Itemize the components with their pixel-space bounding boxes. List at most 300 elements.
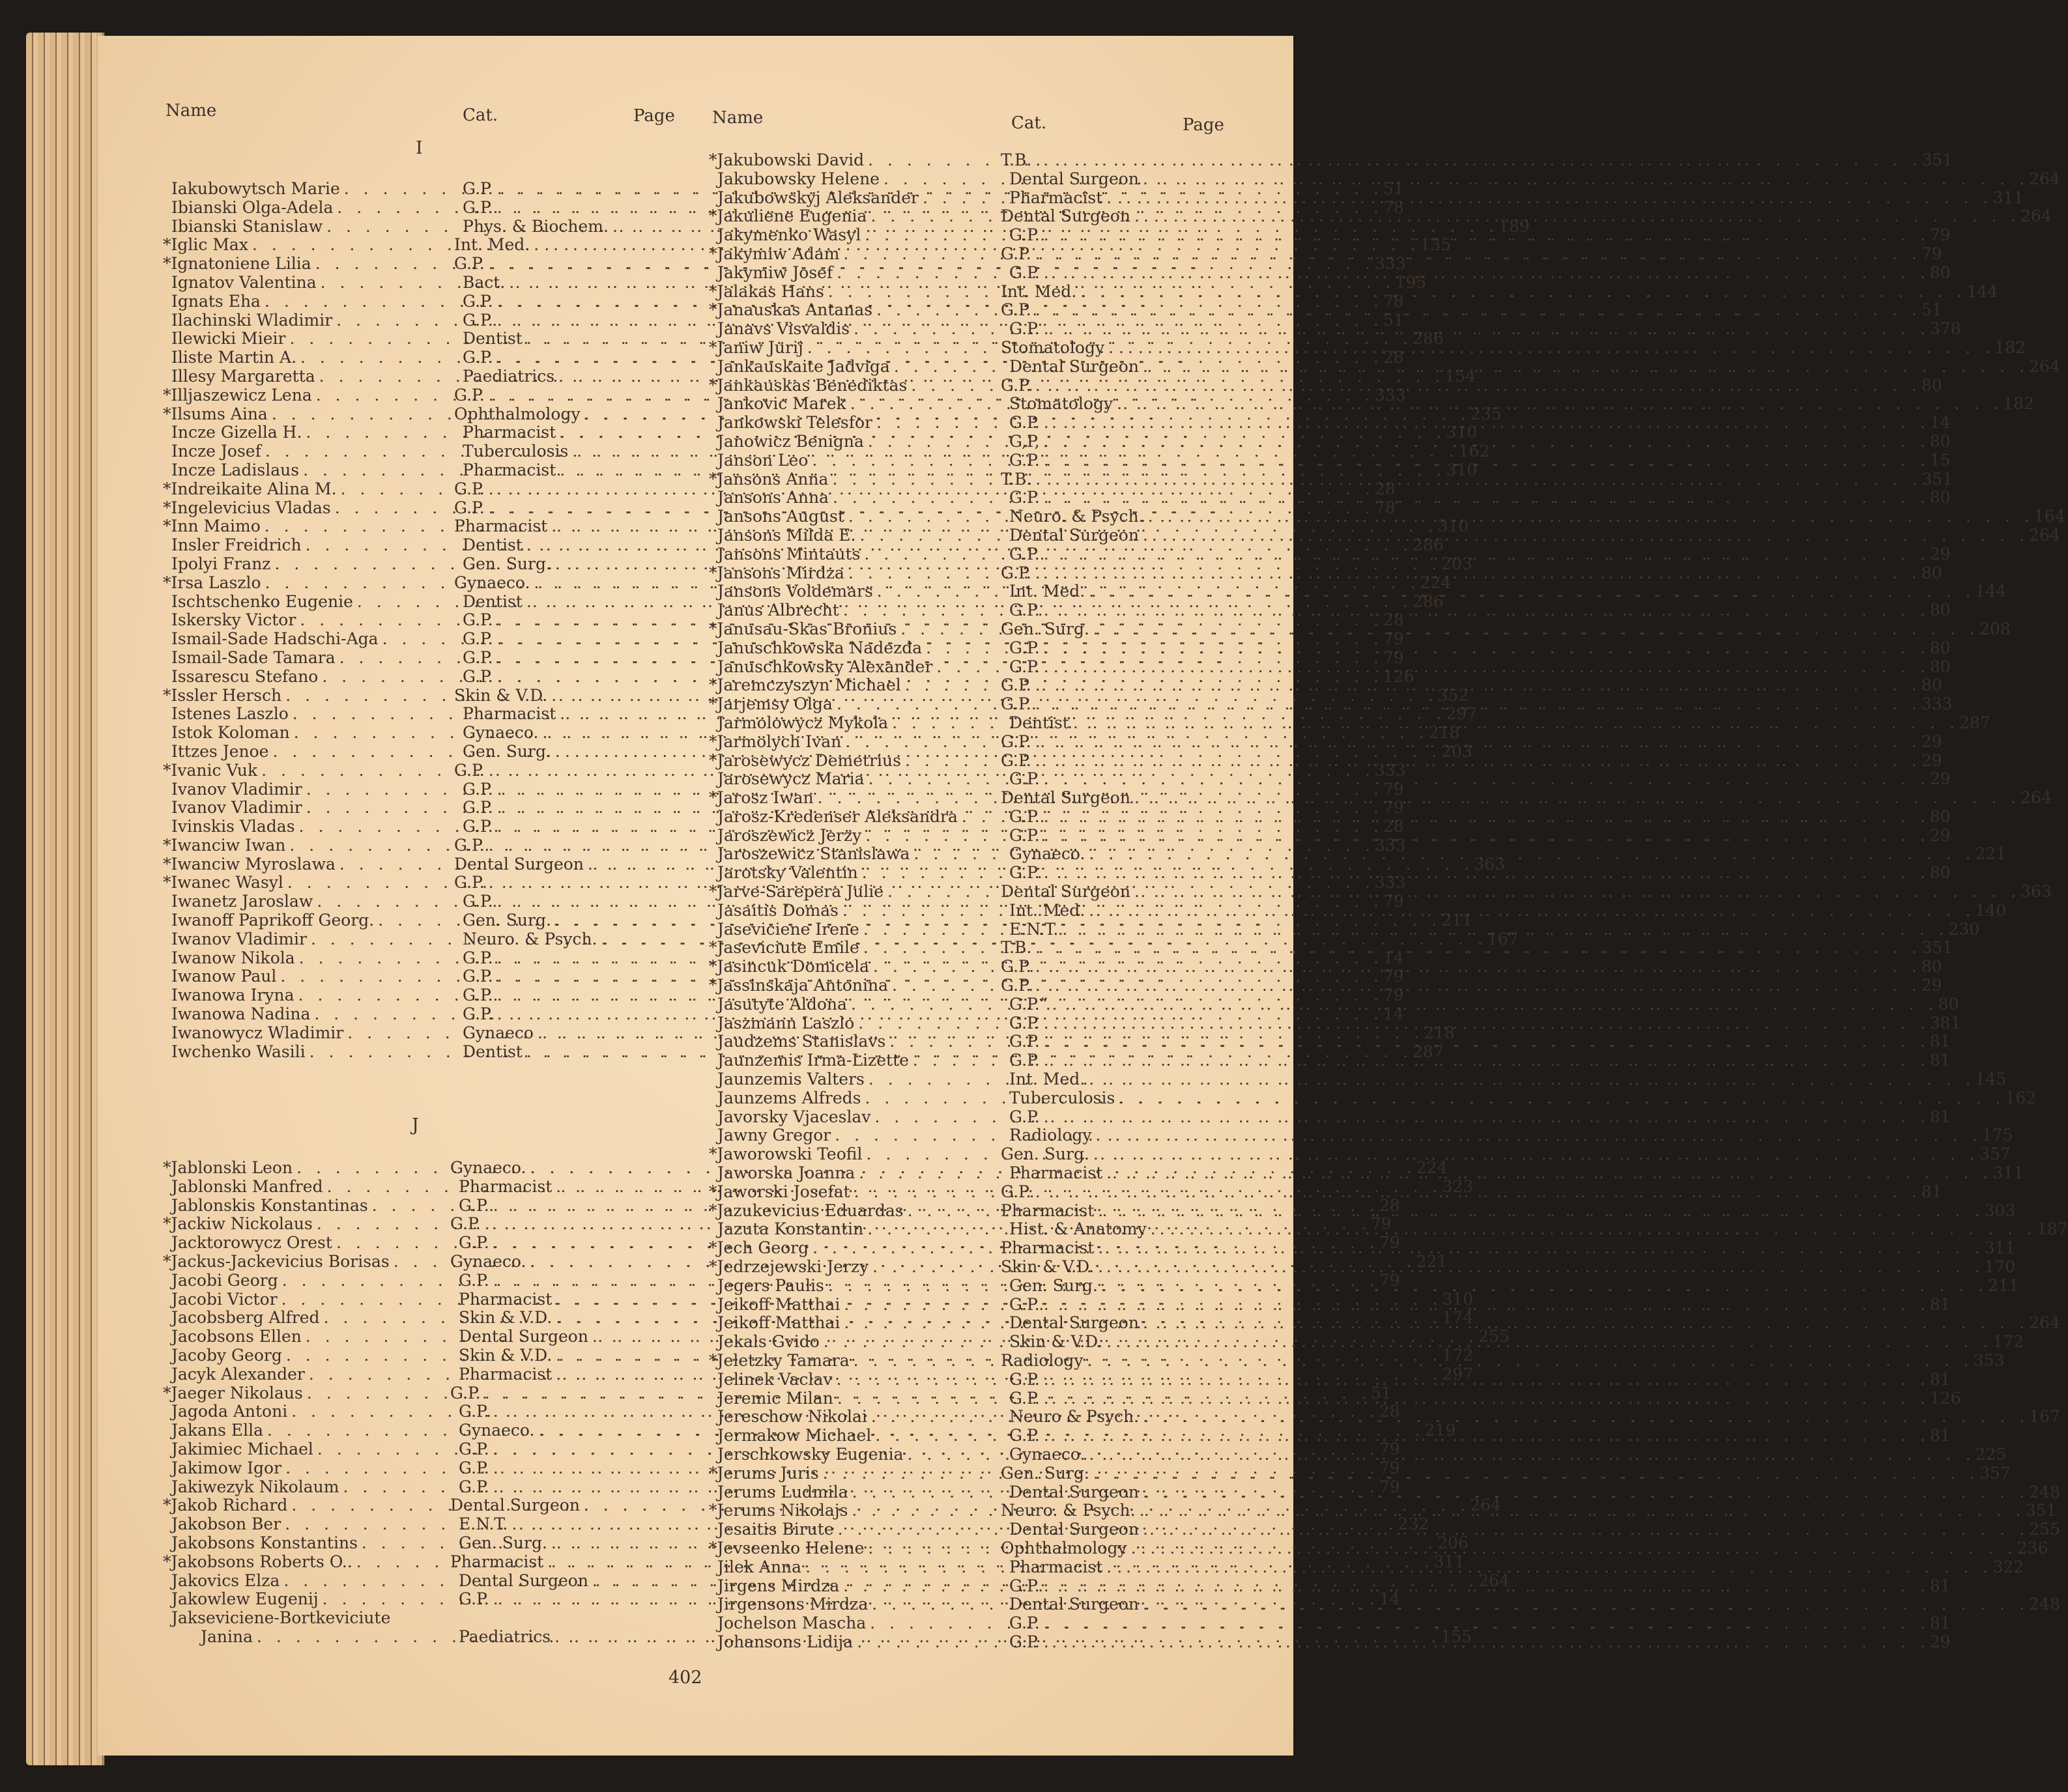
entry-name-cell — [717, 1277, 1009, 1296]
entry-page: 80 — [1921, 957, 1942, 976]
entry-name-cell — [717, 1314, 1009, 1333]
directory-entry — [717, 1088, 2037, 1108]
entry-category: Dental Surgeon — [1009, 356, 1139, 376]
entry-name-cell — [717, 526, 1009, 545]
entry-page: 248 — [2029, 1482, 2060, 1501]
entry-category: G.P. — [1001, 300, 1031, 320]
entry-page: 195 — [1395, 272, 1427, 292]
entry-name: Jaszmann Laszlo — [717, 1013, 855, 1032]
entry-name: Jereschow Nikolai — [717, 1407, 867, 1427]
entry-name-cell — [163, 1158, 459, 1178]
entry-name: Jakobson Ber — [171, 1515, 281, 1534]
entry-name: Istenes Laszlo — [171, 704, 289, 724]
entry-name-cell — [709, 976, 1009, 995]
dot-leader — [1040, 808, 1930, 827]
entry-page: 135 — [1420, 235, 1452, 255]
entry-name-cell — [717, 714, 1009, 733]
entry-name-cell — [171, 274, 463, 292]
entry-name-cell — [709, 300, 1009, 320]
entry-name: Iwanow Paul — [171, 967, 277, 986]
dot-leader — [1040, 1427, 1930, 1445]
entry-page: 352 — [1437, 685, 1469, 705]
entry-page: 80 — [1921, 375, 1942, 395]
directory-entry — [717, 1614, 1951, 1633]
entry-name: Iwanoff Paprikoff Georg. — [171, 911, 375, 930]
entry-name: *Jakymiw Adam — [709, 244, 840, 263]
entry-page: 80 — [1929, 657, 1951, 676]
entry-category: Gen. Surg. — [459, 1533, 547, 1552]
entry-page: 51 — [1370, 1383, 1392, 1402]
entry-page: 79 — [1921, 244, 1942, 263]
entry-name: Iliste Martin A. — [171, 348, 297, 367]
entry-category: G.P. — [1009, 544, 1040, 563]
entry-name: Janavs Visvaldis — [717, 319, 850, 339]
entry-category: G.P. — [463, 986, 493, 1005]
entry-name-cell — [709, 244, 1009, 264]
entry-name: Ivanov Vladimir — [171, 798, 302, 818]
entry-category: Pharmacist — [459, 1289, 553, 1309]
entry-page: 230 — [1948, 919, 1980, 939]
entry-page: 211 — [1441, 911, 1472, 930]
entry-name: Jawny Gregor — [717, 1126, 831, 1145]
entry-name-cell — [171, 1043, 463, 1062]
dot-leader — [1031, 1183, 1921, 1202]
entry-name-cell — [171, 1365, 459, 1384]
entry-name-cell — [171, 630, 463, 649]
entry-name: Ignatov Valentina — [171, 272, 317, 292]
entry-page: 175 — [1981, 1126, 2013, 1145]
entry-name: Incze Gizella H. — [171, 423, 302, 442]
entry-page: 357 — [1979, 1145, 2011, 1164]
entry-name-cell — [717, 1445, 1009, 1464]
entry-page: 126 — [1383, 666, 1415, 686]
entry-category: T.B. — [1001, 938, 1032, 958]
entry-name-cell — [171, 1328, 459, 1346]
entry-category: Pharmacist — [463, 423, 556, 442]
entry-page: 351 — [1921, 938, 1953, 958]
entry-category: G.P. — [1001, 957, 1031, 976]
entry-name: Ismail-Sade Hadschi-Aga — [171, 629, 379, 649]
entry-page: 311 — [1992, 1163, 2024, 1183]
entry-name-cell — [717, 264, 1009, 283]
dot-leader — [1092, 1126, 1982, 1145]
entry-name: *Jakuliene Eugenia — [709, 206, 867, 226]
entry-page: 28 — [1383, 348, 1404, 367]
dot-leader — [1144, 507, 2034, 526]
entry-page: 80 — [1929, 431, 1951, 451]
entry-page: 78 — [1374, 498, 1396, 517]
entry-name: *Jaworowski Teofil — [709, 1145, 863, 1164]
dot-leader — [1058, 920, 1948, 939]
entry-name: Illesy Margaretta — [171, 366, 315, 386]
dot-leader — [1031, 564, 1921, 583]
entry-name: Ignats Eha — [171, 291, 261, 311]
entry-name-cell — [171, 442, 463, 461]
entry-name-cell — [171, 705, 463, 724]
entry-name: Jakiwezyk Nikolaum — [171, 1477, 339, 1496]
entry-name: Insler Freidrich — [171, 535, 302, 555]
entry-category: Dental Surgeon — [454, 854, 584, 874]
section-letter-i: I — [416, 138, 423, 158]
dot-leader — [1136, 1501, 2026, 1520]
entry-name: *Jeletzky Tamara — [709, 1351, 850, 1370]
entry-page: 80 — [1929, 263, 1951, 282]
entry-category: Gen. Surg. — [1001, 1463, 1089, 1483]
dot-leader — [1031, 377, 1921, 395]
dot-leader — [1040, 1614, 1930, 1633]
entry-name-cell — [163, 254, 463, 274]
entry-category: Int. Med. — [1009, 900, 1085, 920]
entry-page: 311 — [1433, 1552, 1465, 1571]
entry-name-cell — [163, 235, 463, 255]
entry-category: G.P. — [463, 197, 493, 217]
entry-category: Pharmacist — [450, 1552, 544, 1571]
dot-leader — [1102, 1164, 1992, 1183]
dot-leader — [1085, 902, 1975, 920]
entry-name-cell — [717, 1126, 1009, 1145]
entry-name: Iwanowa Iryna — [171, 986, 294, 1005]
entry-name-cell — [717, 1070, 1009, 1089]
directory-entry — [717, 1126, 2013, 1145]
entry-page: 351 — [2025, 1501, 2057, 1520]
entry-category: G.P. — [463, 817, 493, 836]
entry-category: G.P. — [1009, 657, 1040, 676]
dot-leader — [1113, 395, 2003, 414]
entry-page: 363 — [2020, 882, 2052, 902]
entry-name: Jakubowskyj Aleksander — [717, 188, 919, 207]
entry-name: Iwanow Nikola — [171, 948, 295, 967]
entry-category: Pharmacist — [454, 517, 548, 536]
entry-page: 353 — [1973, 1351, 2005, 1370]
entry-page: 162 — [1458, 442, 1490, 461]
entry-page: 172 — [1442, 1345, 1474, 1365]
entry-name: Jakymiw Josef — [717, 263, 833, 282]
entry-page: 14 — [1383, 948, 1404, 967]
entry-category: Dental Surgeon — [1009, 1520, 1139, 1539]
entry-category: T.B. — [1001, 150, 1032, 169]
entry-category: Int. Med. — [1009, 1070, 1085, 1089]
entry-page: 140 — [1975, 900, 2007, 920]
entry-name-cell — [717, 864, 1009, 883]
entry-name: *Jarosz Iwan — [709, 788, 814, 808]
entry-category: Gynaeco. — [450, 1158, 526, 1177]
entry-name: *Jerums Nikolajs — [709, 1501, 848, 1520]
entry-page: 221 — [1416, 1251, 1448, 1271]
entry-page: 29 — [1929, 544, 1951, 563]
entry-name: *Janiw Jurij — [709, 337, 803, 357]
entry-category: Dental Surgeon — [1009, 169, 1139, 188]
dot-leader — [1085, 1445, 1975, 1464]
entry-page: 28 — [1374, 479, 1396, 498]
entry-name-cell — [171, 724, 463, 743]
entry-name: Iskersky Victor — [171, 610, 296, 630]
entry-page: 79 — [1383, 892, 1404, 911]
entry-name: *Jansons Mirdza — [709, 563, 844, 582]
entry-page: 286 — [1413, 591, 1444, 611]
entry-category: G.P. — [1009, 1032, 1040, 1051]
entry-page: 219 — [1424, 1421, 1456, 1440]
entry-name-cell — [171, 1005, 463, 1024]
entry-category-cell — [1009, 1070, 2007, 1089]
entry-page: 79 — [1929, 225, 1951, 245]
entry-category: Pharmacist — [1009, 188, 1103, 207]
entry-category: Bact. — [463, 272, 506, 292]
entry-page: 81 — [1929, 1294, 1951, 1314]
entry-name: Jeikoff Matthai — [717, 1294, 840, 1314]
entry-category: G.P. — [1009, 263, 1040, 282]
dot-leader — [1139, 1595, 2029, 1614]
entry-page: 79 — [1383, 798, 1404, 818]
entry-page: 264 — [2029, 169, 2060, 188]
entry-name-cell — [163, 573, 463, 593]
entry-page: 29 — [1921, 750, 1942, 770]
entry-page: 167 — [1487, 929, 1519, 948]
entry-page: 236 — [2017, 1538, 2048, 1557]
entry-name: *Ivanic Vuk — [163, 760, 258, 780]
entry-name-cell — [171, 799, 463, 818]
entry-name-cell — [163, 1383, 459, 1403]
entry-name-cell — [171, 1421, 459, 1440]
dot-leader — [1139, 1314, 2029, 1333]
entry-category: Neuro. & Psych. — [1001, 1501, 1136, 1520]
entry-category: G.P. — [459, 1439, 489, 1458]
entry-category: Skin & V.D. — [1001, 1257, 1095, 1277]
entry-page: 264 — [2029, 525, 2060, 545]
entry-name-cell — [717, 1408, 1009, 1427]
dot-leader — [1139, 1483, 2029, 1502]
entry-page: 208 — [1979, 619, 2011, 638]
entry-page: 297 — [1446, 704, 1478, 724]
entry-name: Jarmolowycz Mykola — [717, 713, 889, 732]
dot-leader — [1031, 470, 1921, 489]
entry-page: 81 — [1929, 1576, 1951, 1595]
entry-name-cell — [717, 1520, 1009, 1539]
entry-name: Jakymenko Wasyl — [717, 225, 861, 245]
entry-name-cell — [163, 685, 463, 705]
entry-name-cell — [171, 668, 463, 687]
entry-category: G.P. — [463, 779, 493, 799]
entry-page: 182 — [1994, 337, 2026, 357]
dot-leader — [1031, 939, 1921, 958]
entry-category: Gynaeco. — [463, 723, 539, 743]
dot-leader — [1130, 789, 2020, 808]
entry-name-cell — [717, 395, 1009, 414]
entry-page: 79 — [1379, 1458, 1400, 1477]
entry-name-cell — [171, 311, 463, 330]
right-header-page: Page — [1183, 115, 1224, 135]
entry-name: Jakimiec Michael — [171, 1439, 313, 1458]
entry-name: Ivinskis Vladas — [171, 817, 295, 836]
entry-category: Paediatrics — [463, 366, 555, 386]
dot-leader — [1031, 151, 1921, 170]
dot-leader — [1048, 995, 1938, 1014]
entry-page: 206 — [1437, 1533, 1469, 1552]
entry-page: 144 — [1966, 281, 1998, 301]
entry-category: G.P. — [1001, 676, 1031, 695]
entry-page: 164 — [2033, 507, 2065, 526]
entry-name-cell — [171, 911, 463, 930]
entry-name-cell — [717, 320, 1009, 339]
entry-name-cell — [163, 1251, 459, 1272]
entry-name: Januschkowska Nadezda — [717, 638, 923, 657]
entry-name-cell — [717, 1577, 1009, 1596]
dot-leader — [1147, 1220, 2037, 1239]
entry-category: G.P. — [463, 647, 493, 667]
entry-category-cell — [1001, 1145, 2011, 1164]
entry-page: 187 — [2036, 1219, 2068, 1239]
dot-leader — [1040, 1108, 1930, 1127]
entry-category: G.P. — [1009, 1107, 1040, 1126]
dot-leader — [1139, 170, 2029, 189]
entry-category: G.P. — [1009, 1426, 1040, 1445]
entry-name: *Jedrzejewski Jerzy — [709, 1257, 869, 1277]
entry-category: G.P. — [463, 179, 493, 198]
entry-name: *Jaeger Nikolaus — [163, 1383, 303, 1402]
entry-page: 286 — [1413, 329, 1444, 348]
entry-name-cell — [163, 404, 463, 424]
entry-name-cell — [709, 469, 1009, 489]
entry-category: Dental Surgeon — [450, 1496, 580, 1515]
dot-leader — [1040, 1577, 1930, 1596]
right-header-cat: Cat. — [1011, 113, 1047, 133]
entry-category: Gynaeco — [463, 1023, 534, 1042]
entry-name-cell — [709, 375, 1009, 395]
entry-category: Pharmacist — [459, 1364, 553, 1384]
entry-category: G.P. — [459, 1458, 489, 1477]
right-header-name: Name — [712, 108, 764, 128]
dot-leader — [1102, 1333, 1992, 1352]
entry-name: Jesaitis Birute — [717, 1520, 834, 1539]
entry-name: *Jankauskas Benediktas — [709, 375, 908, 395]
dot-leader — [1040, 1633, 1930, 1652]
entry-name: Jermakow Michael — [717, 1426, 872, 1445]
entry-category: Tuberculosis — [1009, 1088, 1115, 1107]
entry-name: Jarosewycz Maria — [717, 769, 865, 789]
entry-name: Jaroszewicz Jerzy — [717, 825, 862, 845]
entry-name: Jakowlew Eugenij — [171, 1589, 319, 1609]
entry-page: 162 — [2005, 1088, 2037, 1107]
entry-name-cell — [163, 835, 463, 855]
entry-category: G.P. — [459, 1589, 489, 1609]
entry-category: Gen. Surg. — [463, 741, 551, 761]
entry-page: 218 — [1424, 1023, 1455, 1042]
entry-page: 81 — [1929, 1426, 1951, 1445]
left-header-cat: Cat. — [463, 106, 498, 125]
entry-name-cell — [709, 1351, 1009, 1371]
entry-category-cell — [1009, 1088, 2037, 1108]
entry-page: 248 — [2029, 1595, 2060, 1614]
entry-category: G.P. — [1009, 225, 1040, 245]
entry-name-cell — [171, 555, 463, 574]
entry-name: Jakimow Igor — [171, 1458, 282, 1477]
entry-name: Istok Koloman — [171, 723, 290, 743]
entry-category: Dental Surgeon — [1001, 788, 1130, 808]
entry-name: Ivanov Vladimir — [171, 779, 302, 799]
entry-name-cell — [171, 1572, 459, 1591]
entry-category: G.P. — [463, 666, 493, 686]
entry-page: 28 — [1383, 610, 1404, 630]
entry-name-cell — [717, 827, 1009, 846]
entry-name-cell — [717, 1558, 1009, 1577]
entry-name-cell — [171, 180, 463, 199]
entry-name: Jirgens Mirdza — [717, 1576, 840, 1595]
entry-name: Jacobi Georg — [171, 1270, 278, 1290]
entry-name-cell — [171, 1402, 459, 1421]
entry-category: G.P. — [1009, 413, 1040, 433]
entry-category: Tuberculosis — [463, 442, 569, 461]
left-header-page: Page — [633, 106, 675, 126]
entry-name: Jaseviciene Irene — [717, 919, 859, 939]
entry-name-cell — [709, 1538, 1009, 1558]
entry-name-cell — [709, 676, 1009, 695]
entry-category: Dental Surgeon — [459, 1327, 588, 1346]
entry-page: 170 — [1984, 1257, 2016, 1277]
entry-page: 264 — [2029, 356, 2060, 376]
entry-page: 126 — [1929, 1388, 1961, 1408]
entry-name-cell — [717, 1427, 1009, 1445]
entry-category: G.P. — [1009, 806, 1040, 826]
dot-leader — [1031, 695, 1921, 714]
entry-name-cell — [717, 639, 1009, 658]
entry-name: *Jakobsons Roberts O.. — [163, 1552, 352, 1571]
dot-leader — [1040, 1014, 1930, 1033]
entry-name: *Jevseenko Helene — [709, 1538, 865, 1557]
entry-name-cell — [709, 150, 1009, 170]
entry-name-cell — [163, 479, 463, 499]
entry-category: G.P. — [1009, 1013, 1040, 1032]
entry-page: 79 — [1383, 986, 1404, 1005]
entry-name: Jirgensons Mirdza — [717, 1595, 869, 1614]
dot-leader — [1104, 339, 1994, 358]
entry-page: 287 — [1959, 713, 1990, 732]
entry-name-cell — [717, 1051, 1009, 1070]
entry-name: *Jarosewycz Demetrius — [709, 750, 901, 770]
dot-leader — [1040, 264, 1930, 283]
entry-category: Ophthalmology — [1001, 1538, 1127, 1557]
entry-category: G.P. — [454, 835, 485, 855]
entry-category: G.P. — [1001, 244, 1031, 263]
dot-leader — [1031, 752, 1921, 771]
entry-category: Neuro. & Psych. — [1009, 507, 1144, 526]
entry-name: Jacyk Alexander — [171, 1364, 305, 1384]
entry-name-cell — [717, 1633, 1009, 1652]
entry-name-cell — [717, 226, 1009, 245]
entry-name-cell — [717, 433, 1009, 451]
directory-entry — [709, 1145, 2011, 1164]
entry-name-cell — [709, 750, 1009, 771]
entry-category: G.P. — [1009, 601, 1040, 620]
entry-name: Jegers Paulis — [717, 1275, 824, 1295]
entry-category: G.P. — [1001, 1182, 1031, 1201]
entry-category: Dentist — [1009, 713, 1069, 732]
dot-leader — [1040, 433, 1930, 451]
entry-page: 297 — [1442, 1364, 1474, 1384]
dot-leader — [1031, 958, 1921, 976]
entry-name: *Inn Maimo — [163, 517, 261, 536]
entry-page: 264 — [2020, 206, 2052, 226]
entry-page: 79 — [1370, 1214, 1392, 1234]
entry-page: 167 — [2029, 1407, 2060, 1427]
entry-name: Jochelson Mascha — [717, 1614, 867, 1633]
entry-name: *Jakob Richard — [163, 1496, 288, 1515]
entry-name-cell — [709, 732, 1009, 752]
entry-category: G.P. — [1009, 1576, 1040, 1595]
entry-page: 14 — [1383, 1004, 1404, 1024]
entry-name: Jankowski Telesfor — [717, 413, 872, 433]
entry-name-cell — [717, 451, 1009, 470]
entry-page: 333 — [1374, 385, 1406, 405]
entry-category: G.P. — [1009, 638, 1040, 657]
